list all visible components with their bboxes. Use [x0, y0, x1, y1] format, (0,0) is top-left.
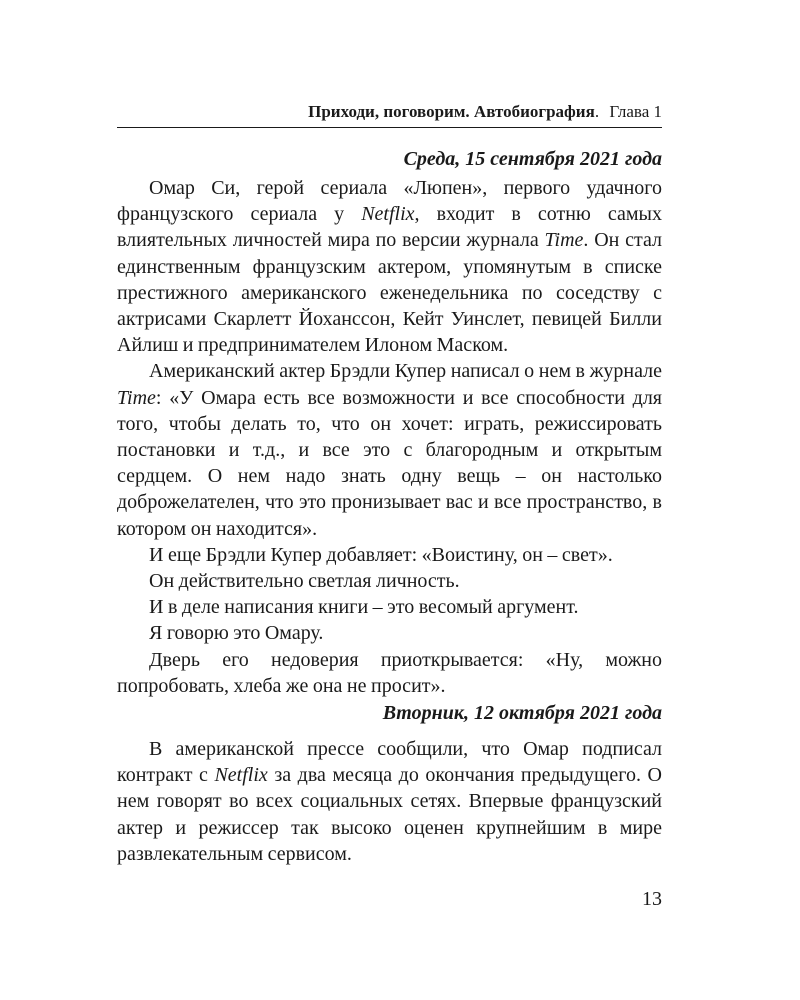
- page-number: 13: [642, 888, 662, 910]
- section-body: [117, 736, 662, 867]
- paragraph: В американской прессе сообщили, что Омар подписал контракт с Netflix за два месяца до окончания предыдущего. О нем говорят во всех социальных сетях. Впервые французский актер и режиссер так высоко оценен крупнейшим в мире развлекательным сервисом.: [117, 738, 662, 865]
- chapter-label: Глава 1: [609, 102, 662, 121]
- paragraph: Он действительно светлая личность.: [149, 570, 460, 593]
- paragraph: Омар Си, герой сериала «Люпен», первого удачного французского сериала у Netflix, входит в сотню самых влиятельных личностей мира по версии журнала Time. Он стал единственным французским актером, упомянутым в списке престижного американского еженедельника по соседству с актрисами Скарлетт Йоханссон, Кейт Уинслет, певицей Билли Айлиш и предпринимателем Илоном Маском.: [117, 177, 662, 357]
- section-date: Среда, 15 сентября 2021 года: [403, 148, 662, 170]
- paragraph: Дверь его недоверия приоткрывается: «Ну, можно попробовать, хлеба же она не просит».: [117, 648, 662, 697]
- running-head: [117, 101, 662, 128]
- section-body: [117, 175, 662, 699]
- paragraph: И в деле написания книги – это весомый аргумент.: [149, 596, 579, 619]
- title-separator: .: [594, 102, 600, 121]
- paragraph: Американский актер Брэдли Купер написал о нем в журнале Time: «У Омара есть все возможности и все способности для того, чтобы делать то, что он хочет: играть, режиссировать постановки и т.д., и все это с благородным и открытым сердцем. О нем надо знать одну вещь – он настолько доброжелателен, что это пронизывает вас и все пространство, в котором он находится».: [117, 360, 662, 540]
- book-title: Приходи, поговорим. Автобиография: [308, 102, 595, 121]
- section-date: Вторник, 12 октября 2021 года: [382, 702, 662, 724]
- paragraph: И еще Брэдли Купер добавляет: «Воистину, он – свет».: [149, 543, 613, 566]
- paragraph: Я говорю это Омару.: [149, 622, 324, 645]
